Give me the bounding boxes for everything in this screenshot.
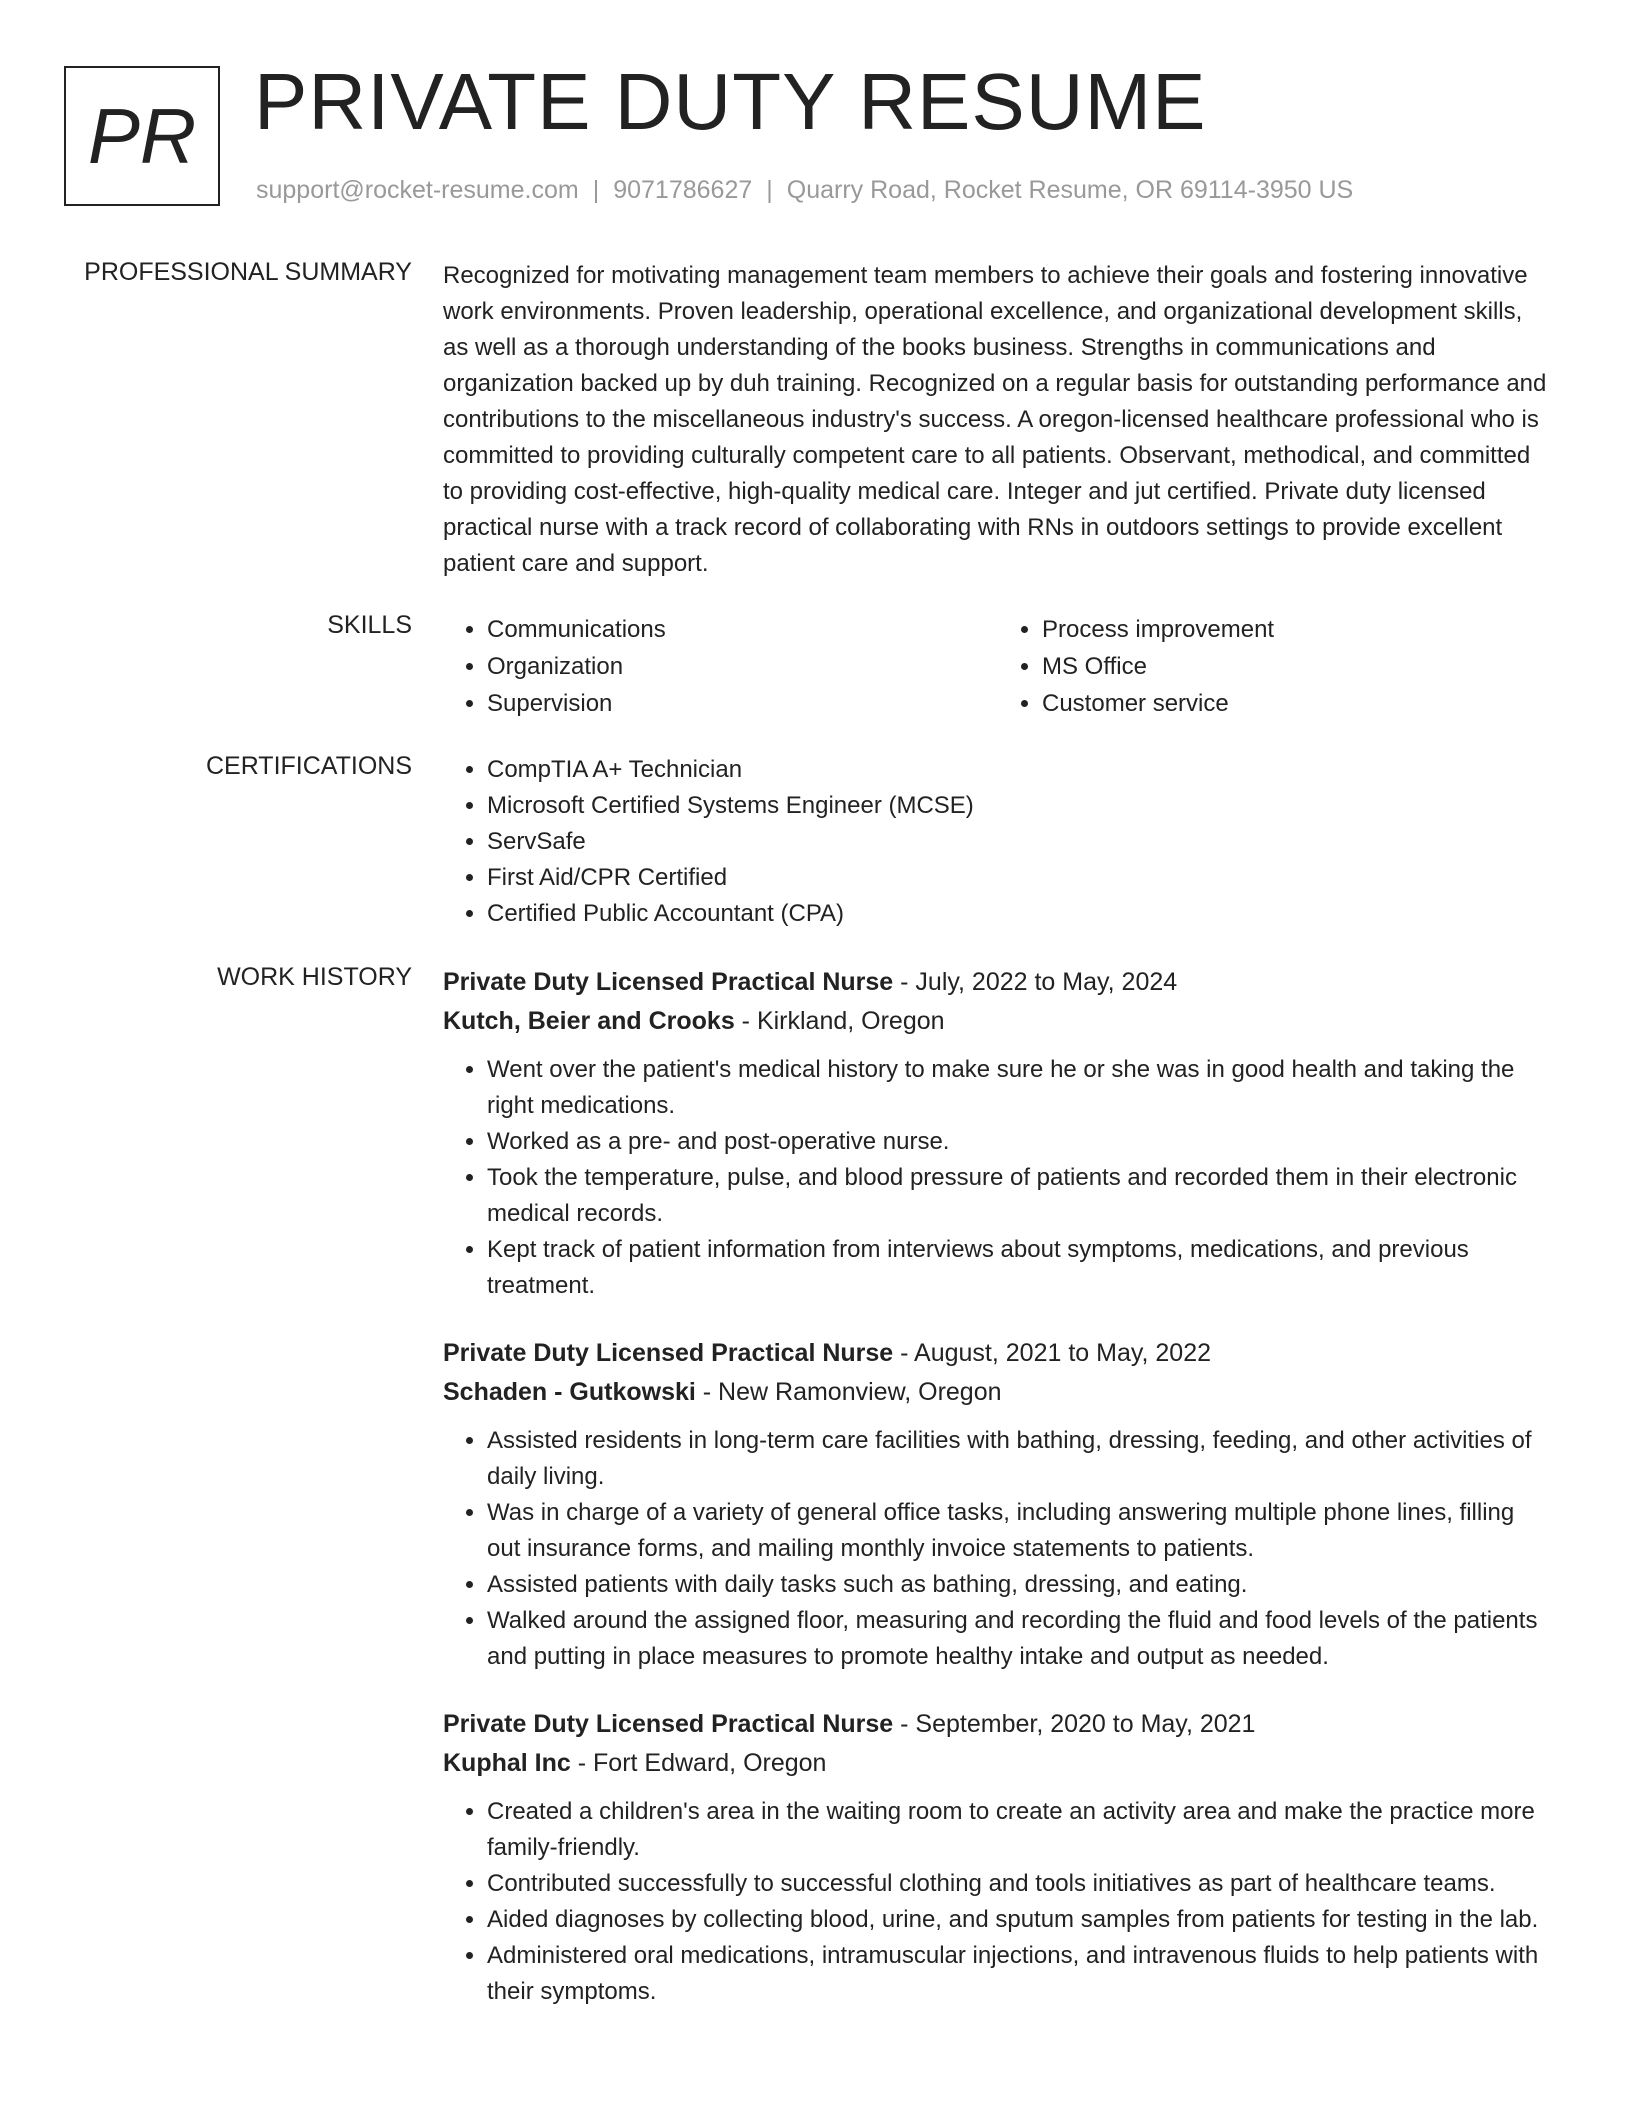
job-title-line: [443, 963, 1553, 1002]
job-location: - Kirkland, Oregon: [734, 1007, 945, 1035]
certifications-content: [443, 752, 1553, 932]
job-location: - Fort Edward, Oregon: [570, 1749, 827, 1777]
job-dates: - July, 2022 to May, 2024: [893, 968, 1178, 996]
job-location: - New Ramonview, Oregon: [695, 1378, 1002, 1406]
job-entry: [443, 963, 1553, 1304]
contact-email: support@rocket-resume.com: [256, 176, 579, 204]
job-bullets: [443, 1794, 1553, 2010]
skills-column: [998, 611, 1553, 722]
job-bullet: • Worked as a pre- and post-operative nurse.: [487, 1124, 1553, 1160]
job-company: Schaden - Gutkowski: [443, 1378, 696, 1406]
job-company-line: [443, 1002, 1553, 1041]
work-history-content: [443, 963, 1553, 2040]
certifications-label: CERTIFICATIONS: [205, 752, 412, 780]
job-bullet: • Was in charge of a variety of general office tasks, including answering multiple phone lines, filling out insurance forms, and mailing monthly invoice statements to patients.: [487, 1495, 1553, 1567]
job-company-line: [443, 1373, 1553, 1412]
skills-label: SKILLS: [327, 611, 412, 639]
skill-item: • MS Office: [1042, 648, 1553, 685]
resume-title: PRIVATE DUTY RESUME: [254, 57, 1207, 146]
job-bullet: • Walked around the assigned floor, measuring and recording the fluid and food levels of the patients and putting in place measures to promote healthy intake and output as needed.: [487, 1603, 1553, 1675]
job-entry: [443, 1705, 1553, 2010]
job-title: Private Duty Licensed Practical Nurse: [443, 1710, 894, 1738]
job-bullet: • Contributed successfully to successful clothing and tools initiatives as part of healthcare teams.: [487, 1866, 1553, 1902]
contact-line: [256, 176, 1353, 205]
job-bullet: • Aided diagnoses by collecting blood, urine, and sputum samples from patients for testing in the lab.: [487, 1902, 1553, 1938]
work-history-label: WORK HISTORY: [217, 963, 412, 991]
skills-column: [443, 611, 998, 722]
contact-phone: 9071786627: [613, 176, 753, 204]
job-title-line: [443, 1705, 1553, 1744]
monogram-logo: PR: [64, 66, 220, 206]
certification-item: • Microsoft Certified Systems Engineer (MCSE): [487, 788, 1553, 824]
skill-item: • Communications: [487, 611, 998, 648]
job-bullet: • Took the temperature, pulse, and blood pressure of patients and recorded them in their electronic medical records.: [487, 1160, 1553, 1232]
job-company: Kutch, Beier and Crooks: [443, 1007, 735, 1035]
job-dates: - September, 2020 to May, 2021: [893, 1710, 1256, 1738]
job-entry: [443, 1334, 1553, 1675]
job-bullet: • Created a children's area in the waiting room to create an activity area and make the practice more family-friendly.: [487, 1794, 1553, 1866]
job-bullet: • Went over the patient's medical history to make sure he or she was in good health and taking the right medications.: [487, 1052, 1553, 1124]
job-title: Private Duty Licensed Practical Nurse: [443, 968, 894, 996]
job-company: Kuphal Inc: [443, 1749, 571, 1777]
certification-item: • ServSafe: [487, 824, 1553, 860]
contact-separator: |: [592, 176, 600, 204]
job-dates: - August, 2021 to May, 2022: [893, 1339, 1212, 1367]
summary-content: [443, 258, 1553, 582]
job-bullet: • Administered oral medications, intramuscular injections, and intravenous fluids to help patients with their symptoms.: [487, 1938, 1553, 2010]
skill-item: • Customer service: [1042, 685, 1553, 722]
skill-item: • Process improvement: [1042, 611, 1553, 648]
summary-text: Recognized for motivating management team members to achieve their goals and fostering innovative work environments. Proven leadership, operational excellence, and organizational development skills, as well as a thorough understanding of the books business. Strengths in communications and organization backed up by duh training. Recognized on a regular basis for outstanding performance and contributions to the miscellaneous industry's success. A oregon-licensed healthcare professional who is committed to providing culturally competent care to all patients. Observant, methodical, and committed to providing cost-effective, high-quality medical care. Integer and jut certified. Private duty licensed practical nurse with a track record of collaborating with RNs in outdoors settings to provide excellent patient care and support.: [443, 262, 1547, 577]
job-title-line: [443, 1334, 1553, 1373]
skill-item: • Supervision: [487, 685, 998, 722]
certifications-list: [443, 752, 1553, 932]
certification-item: • First Aid/CPR Certified: [487, 860, 1553, 896]
certification-item: • Certified Public Accountant (CPA): [487, 896, 1553, 932]
job-title: Private Duty Licensed Practical Nurse: [443, 1339, 894, 1367]
skills-grid: [443, 611, 1553, 722]
job-bullets: [443, 1052, 1553, 1304]
contact-address: Quarry Road, Rocket Resume, OR 69114-3950 US: [786, 176, 1354, 204]
job-bullet: • Assisted patients with daily tasks such as bathing, dressing, and eating.: [487, 1567, 1553, 1603]
contact-separator: |: [766, 176, 773, 204]
job-bullet: • Kept track of patient information from interviews about symptoms, medications, and previous treatment.: [487, 1232, 1553, 1304]
job-company-line: [443, 1744, 1553, 1783]
job-bullet: • Assisted residents in long-term care facilities with bathing, dressing, feeding, and other activities of daily living.: [487, 1423, 1553, 1495]
skill-item: • Organization: [487, 648, 998, 685]
summary-label: PROFESSIONAL SUMMARY: [84, 258, 412, 286]
certification-item: • CompTIA A+ Technician: [487, 752, 1553, 788]
job-bullets: [443, 1423, 1553, 1675]
